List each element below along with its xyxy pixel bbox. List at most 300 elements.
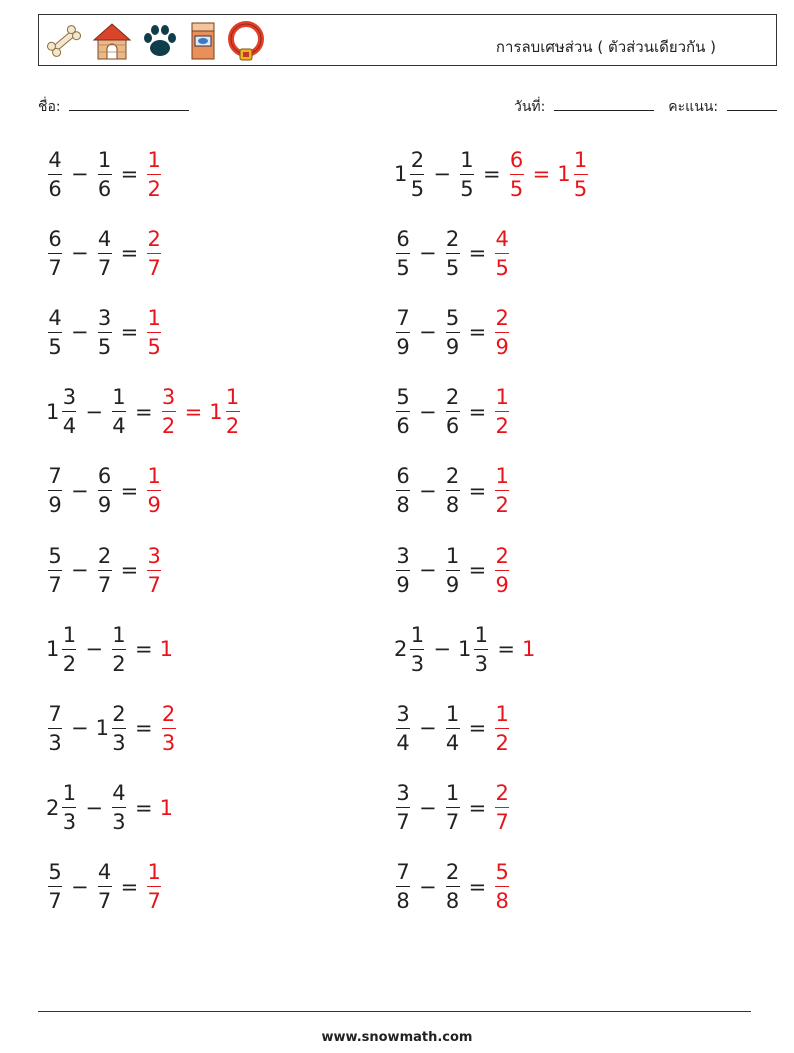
numerator: 1 — [410, 622, 425, 647]
fraction — [48, 147, 62, 202]
numerator: 5 — [48, 860, 62, 885]
fraction-bar — [162, 728, 176, 729]
numerator: 1 — [495, 464, 509, 489]
fraction-bar — [162, 411, 176, 412]
fraction-bar — [48, 886, 62, 887]
denominator: 3 — [112, 730, 126, 755]
fraction — [446, 701, 460, 756]
minus-sign: − — [71, 320, 89, 345]
minus-sign: − — [419, 241, 437, 266]
equals-sign: = — [184, 399, 203, 424]
fraction-bar — [495, 807, 509, 808]
fraction-bar — [474, 649, 488, 650]
denominator: 7 — [97, 572, 112, 597]
numerator: 1 — [495, 701, 509, 726]
numerator: 5 — [396, 385, 410, 410]
fraction-bar — [396, 728, 410, 729]
date-score-field — [514, 96, 777, 118]
denominator: 9 — [97, 493, 112, 518]
numerator: 3 — [161, 385, 176, 410]
fraction-bar — [495, 886, 509, 887]
denominator: 8 — [396, 889, 410, 914]
fraction-bar — [112, 649, 126, 650]
fraction — [98, 463, 112, 518]
numerator: 6 — [396, 464, 410, 489]
problem-3 — [46, 221, 163, 285]
numerator: 4 — [112, 781, 126, 806]
whole-number: 1 — [521, 637, 536, 662]
whole-number: 1 — [457, 637, 472, 662]
fraction-bar — [112, 728, 126, 729]
fraction-bar — [147, 886, 161, 887]
minus-sign: − — [419, 874, 437, 899]
fraction — [396, 701, 410, 756]
denominator: 2 — [495, 493, 509, 518]
answer — [493, 305, 511, 360]
whole-number: 1 — [209, 399, 223, 424]
numerator: 5 — [48, 543, 62, 568]
denominator: 9 — [147, 493, 161, 518]
fraction-bar — [396, 253, 410, 254]
fraction — [226, 384, 240, 439]
fraction-bar — [495, 570, 509, 571]
denominator: 7 — [48, 572, 62, 597]
answer — [145, 463, 163, 518]
fraction — [48, 463, 62, 518]
problem-8 — [394, 380, 511, 444]
numerator: 2 — [97, 543, 112, 568]
fraction — [48, 859, 62, 914]
denominator: 3 — [474, 651, 489, 676]
denominator: 6 — [48, 176, 62, 201]
fraction-bar — [396, 886, 410, 887]
fraction-bar — [396, 332, 410, 333]
numerator: 6 — [396, 226, 410, 251]
numerator: 3 — [396, 543, 410, 568]
fraction-bar — [147, 490, 161, 491]
numerator: 3 — [97, 305, 112, 330]
problem-14 — [394, 617, 536, 681]
fraction — [495, 543, 509, 598]
whole-number: 1 — [46, 637, 60, 662]
problem-12 — [394, 538, 511, 602]
numerator: 2 — [445, 860, 460, 885]
fraction — [396, 226, 410, 281]
equals-sign: = — [120, 558, 139, 582]
footer-divider — [38, 1011, 751, 1012]
minus-sign: − — [71, 478, 89, 503]
problem-4 — [394, 221, 511, 285]
problem-10 — [394, 459, 511, 523]
numerator: 1 — [445, 781, 460, 806]
equals-sign: = — [468, 874, 487, 899]
problem-6 — [394, 300, 511, 364]
numerator: 7 — [396, 305, 410, 330]
answer — [493, 463, 511, 518]
fraction — [446, 543, 460, 598]
fraction-bar — [112, 807, 126, 808]
problem-1 — [46, 142, 163, 206]
fraction — [62, 622, 76, 677]
numerator: 1 — [147, 147, 161, 172]
denominator: 3 — [48, 730, 62, 755]
date-blank — [554, 97, 654, 111]
minus-sign: − — [71, 162, 89, 186]
numerator: 3 — [396, 701, 410, 726]
numerator: 2 — [495, 305, 509, 330]
minus-sign: − — [71, 716, 89, 741]
equals-sign: = — [468, 320, 487, 345]
fraction — [98, 543, 112, 598]
denominator: 2 — [62, 651, 77, 676]
fraction-bar — [48, 332, 62, 333]
equals-sign: = — [134, 399, 153, 424]
answer — [508, 147, 590, 202]
fraction — [495, 463, 509, 518]
fraction-bar — [495, 253, 509, 254]
numerator: 6 — [97, 464, 112, 489]
denominator: 2 — [112, 651, 126, 676]
numerator: 3 — [147, 543, 161, 568]
denominator: 9 — [396, 334, 410, 359]
answer — [493, 780, 511, 835]
equals-sign: = — [120, 241, 139, 266]
answer — [493, 384, 511, 439]
numerator: 1 — [112, 622, 126, 647]
fraction — [147, 859, 161, 914]
fraction — [112, 384, 126, 439]
fraction — [446, 226, 460, 281]
fraction — [147, 543, 161, 598]
denominator: 7 — [495, 810, 509, 835]
fraction-bar — [396, 411, 410, 412]
numerator: 1 — [62, 622, 77, 647]
denominator: 4 — [112, 414, 126, 439]
whole-number: 2 — [46, 795, 60, 820]
denominator: 3 — [62, 810, 77, 835]
name-blank — [69, 97, 189, 111]
denominator: 7 — [48, 889, 62, 914]
minus-sign: − — [433, 162, 451, 186]
denominator: 5 — [147, 334, 161, 359]
fraction-bar — [574, 174, 588, 175]
minus-sign: − — [419, 478, 437, 503]
fraction — [495, 701, 509, 756]
fraction-bar — [510, 174, 524, 175]
fraction-bar — [446, 411, 460, 412]
fraction-bar — [112, 411, 126, 412]
fraction-bar — [147, 570, 161, 571]
equals-sign: = — [468, 399, 487, 424]
fraction-bar — [98, 174, 112, 175]
minus-sign: − — [71, 241, 89, 266]
numerator: 6 — [509, 147, 524, 172]
minus-sign: − — [419, 795, 437, 820]
fraction — [112, 622, 126, 677]
fraction — [98, 305, 112, 360]
fraction-bar — [410, 649, 424, 650]
fraction-bar — [446, 886, 460, 887]
fraction-bar — [98, 570, 112, 571]
fraction-bar — [495, 490, 509, 491]
numerator: 3 — [62, 385, 77, 410]
fraction-bar — [460, 174, 474, 175]
denominator: 6 — [396, 414, 410, 439]
answer — [160, 701, 178, 756]
denominator: 9 — [396, 572, 410, 597]
fraction-bar — [147, 332, 161, 333]
fraction — [112, 701, 126, 756]
numerator: 5 — [495, 860, 509, 885]
denominator: 7 — [97, 889, 112, 914]
minus-sign: − — [419, 399, 437, 424]
denominator: 2 — [161, 414, 176, 439]
bone-icon — [43, 20, 85, 62]
denominator: 5 — [410, 176, 425, 201]
whole-number: 1 — [394, 162, 408, 186]
minus-sign: − — [419, 320, 437, 345]
whole-number: 1 — [46, 399, 60, 424]
problem-13 — [46, 617, 174, 681]
fraction-bar — [98, 886, 112, 887]
fraction-bar — [48, 490, 62, 491]
fraction — [446, 384, 460, 439]
numerator: 1 — [112, 385, 126, 410]
score-label: คะแนน: — [668, 99, 719, 115]
fraction — [147, 305, 161, 360]
denominator: 8 — [445, 493, 460, 518]
problem-2 — [394, 142, 590, 206]
numerator: 4 — [48, 305, 62, 330]
fraction-bar — [62, 649, 76, 650]
denominator: 2 — [495, 730, 509, 755]
numerator: 1 — [445, 701, 460, 726]
equals-sign: = — [532, 162, 551, 186]
denominator: 2 — [147, 176, 161, 201]
answer — [493, 701, 511, 756]
fraction — [495, 384, 509, 439]
problem-19 — [46, 855, 163, 919]
numerator: 1 — [495, 385, 509, 410]
minus-sign: − — [71, 558, 89, 582]
fraction — [62, 780, 76, 835]
fraction — [98, 859, 112, 914]
problem-9 — [46, 459, 163, 523]
whole-number: 1 — [557, 162, 571, 186]
fraction-bar — [396, 807, 410, 808]
fraction-bar — [226, 411, 240, 412]
answer — [145, 859, 163, 914]
equals-sign: = — [468, 478, 487, 503]
fraction — [98, 147, 112, 202]
answer — [522, 637, 536, 661]
fraction — [495, 780, 509, 835]
numerator: 7 — [48, 464, 62, 489]
answer — [160, 384, 242, 439]
numerator: 7 — [396, 860, 410, 885]
fraction-bar — [396, 490, 410, 491]
numerator: 4 — [495, 226, 509, 251]
equals-sign: = — [468, 716, 487, 741]
fraction — [446, 305, 460, 360]
fraction — [396, 543, 410, 598]
fraction-bar — [446, 332, 460, 333]
numerator: 1 — [147, 305, 161, 330]
denominator: 5 — [460, 176, 474, 201]
fraction-bar — [410, 174, 424, 175]
whole-number: 1 — [159, 637, 173, 662]
numerator: 1 — [573, 147, 588, 172]
fraction — [460, 147, 474, 202]
denominator: 7 — [147, 889, 161, 914]
problem-15 — [46, 696, 178, 760]
denominator: 5 — [396, 255, 410, 280]
fraction — [147, 226, 161, 281]
answer — [493, 226, 511, 281]
fraction-bar — [147, 174, 161, 175]
numerator: 1 — [97, 147, 112, 172]
numerator: 4 — [97, 226, 112, 251]
numerator: 2 — [410, 147, 425, 172]
minus-sign: − — [85, 795, 103, 820]
answer — [145, 226, 163, 281]
denominator: 8 — [396, 493, 410, 518]
denominator: 3 — [161, 730, 176, 755]
denominator: 8 — [445, 889, 460, 914]
fraction-bar — [446, 490, 460, 491]
denominator: 9 — [495, 572, 509, 597]
problem-16 — [394, 696, 511, 760]
equals-sign: = — [468, 241, 487, 266]
minus-sign: − — [71, 874, 89, 899]
denominator: 8 — [495, 889, 509, 914]
numerator: 2 — [445, 226, 460, 251]
fraction — [495, 305, 509, 360]
fraction-bar — [495, 728, 509, 729]
fraction — [510, 147, 524, 202]
fraction — [48, 701, 62, 756]
numerator: 1 — [460, 147, 474, 172]
fraction-bar — [62, 411, 76, 412]
fraction — [410, 147, 424, 202]
equals-sign: = — [120, 162, 139, 186]
equals-sign: = — [482, 162, 501, 186]
equals-sign: = — [468, 795, 487, 820]
denominator: 7 — [147, 572, 161, 597]
equals-sign: = — [468, 558, 487, 582]
answer — [493, 859, 511, 914]
minus-sign: − — [433, 637, 451, 662]
dog-house-icon — [91, 20, 133, 62]
equals-sign: = — [134, 637, 153, 662]
denominator: 4 — [445, 730, 460, 755]
denominator: 3 — [112, 810, 126, 835]
numerator: 4 — [48, 147, 62, 172]
paw-print-icon — [139, 20, 181, 62]
denominator: 5 — [97, 334, 112, 359]
fraction — [574, 147, 588, 202]
numerator: 2 — [147, 226, 161, 251]
fraction-bar — [48, 728, 62, 729]
whole-number: 2 — [394, 637, 408, 662]
fraction — [396, 384, 410, 439]
fraction — [396, 463, 410, 518]
fraction — [495, 226, 509, 281]
fraction — [62, 384, 76, 439]
fraction — [162, 701, 176, 756]
fraction-bar — [48, 174, 62, 175]
denominator: 9 — [445, 334, 460, 359]
icon-strip — [43, 20, 267, 62]
fraction — [446, 780, 460, 835]
denominator: 6 — [97, 176, 112, 201]
problem-11 — [46, 538, 163, 602]
fraction-bar — [495, 332, 509, 333]
answer — [493, 543, 511, 598]
name-field — [38, 96, 189, 118]
answer — [145, 147, 163, 202]
denominator: 9 — [495, 334, 509, 359]
denominator: 2 — [495, 414, 509, 439]
denominator: 5 — [573, 176, 588, 201]
fraction — [48, 543, 62, 598]
fraction — [396, 859, 410, 914]
denominator: 4 — [62, 414, 77, 439]
fraction — [48, 305, 62, 360]
equals-sign: = — [134, 716, 153, 741]
worksheet-header — [38, 14, 777, 66]
denominator: 7 — [48, 255, 62, 280]
denominator: 5 — [495, 255, 509, 280]
fraction-bar — [446, 807, 460, 808]
minus-sign: − — [85, 637, 103, 662]
fraction-bar — [98, 253, 112, 254]
numerator: 1 — [225, 385, 240, 410]
answer — [160, 637, 174, 661]
numerator: 1 — [474, 622, 489, 647]
fraction-bar — [446, 570, 460, 571]
footer-url: www.snowmath.com — [321, 1030, 473, 1045]
numerator: 2 — [495, 781, 509, 806]
numerator: 6 — [48, 226, 62, 251]
fraction — [474, 622, 488, 677]
denominator: 2 — [225, 414, 240, 439]
denominator: 9 — [48, 493, 62, 518]
equals-sign: = — [497, 637, 515, 662]
denominator: 6 — [445, 414, 460, 439]
problem-18 — [394, 776, 511, 840]
score-blank — [727, 97, 777, 111]
fraction-bar — [396, 570, 410, 571]
fraction-bar — [98, 332, 112, 333]
denominator: 9 — [445, 572, 460, 597]
fraction-bar — [446, 728, 460, 729]
pet-collar-icon — [225, 20, 267, 62]
fraction — [147, 463, 161, 518]
problem-7 — [46, 380, 242, 444]
fraction — [396, 305, 410, 360]
numerator: 7 — [48, 701, 62, 726]
denominator: 3 — [410, 651, 425, 676]
pet-food-bag-icon — [187, 20, 219, 62]
fraction — [147, 147, 161, 202]
fraction — [162, 384, 176, 439]
minus-sign: − — [419, 716, 437, 741]
problem-5 — [46, 300, 163, 364]
numerator: 1 — [147, 464, 161, 489]
name-label: ชื่อ: — [38, 99, 61, 115]
denominator: 7 — [97, 255, 112, 280]
